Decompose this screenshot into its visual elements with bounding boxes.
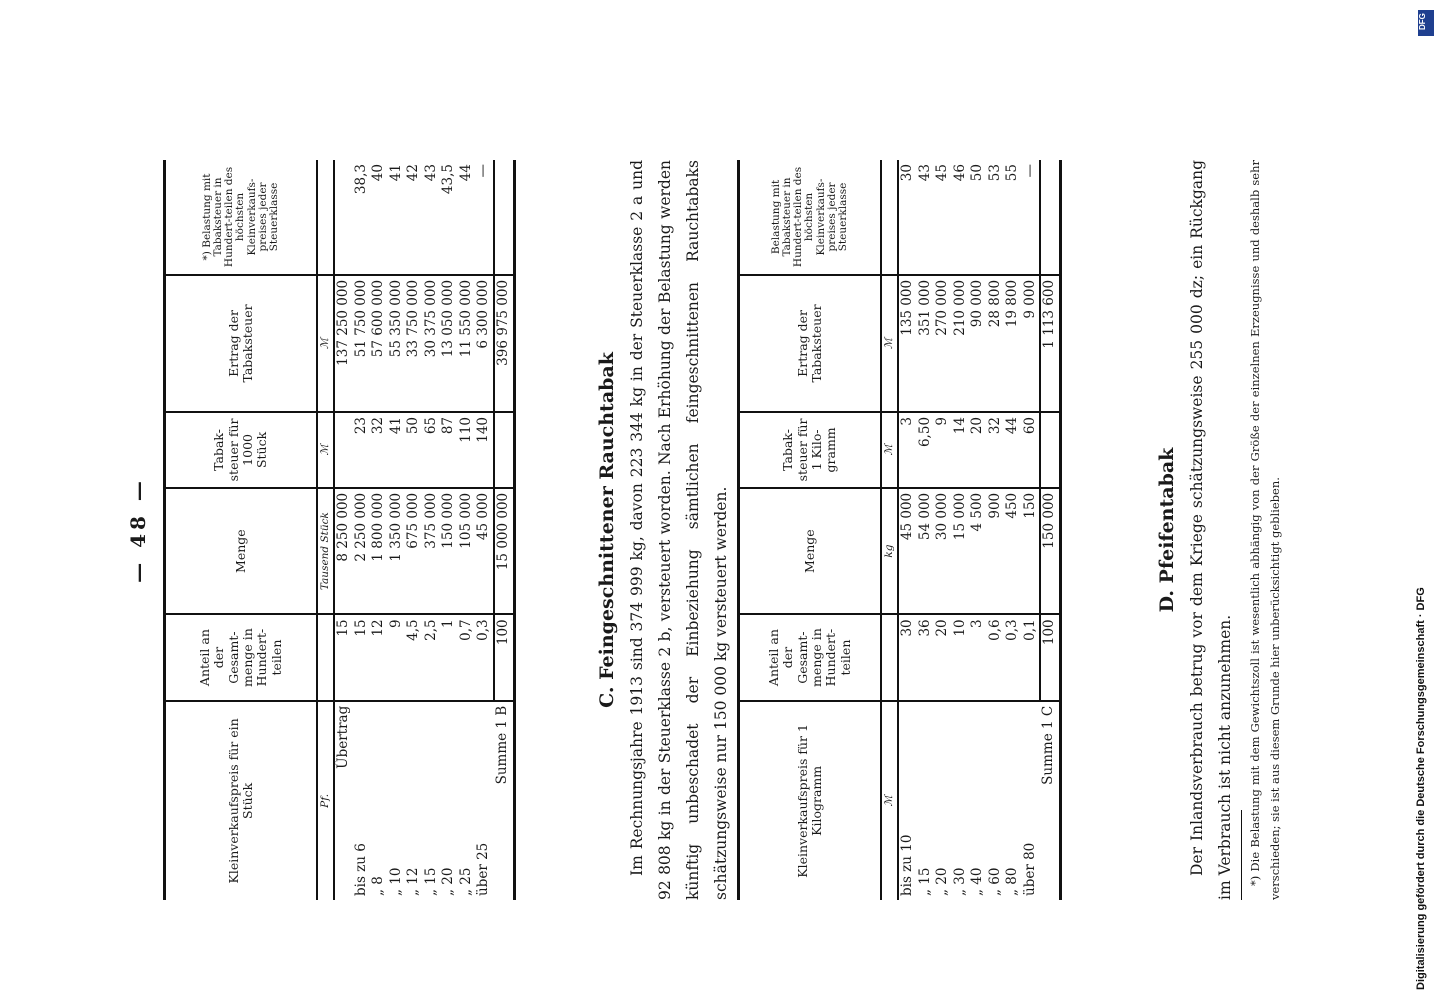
share-cell: 20: [934, 614, 952, 700]
yield-cell: 55 350 000: [388, 275, 406, 412]
quantity-cell: 54 000: [917, 488, 935, 614]
header-price: Kleinverkaufspreis für ein Stück: [165, 701, 318, 900]
share-cell: 100: [494, 614, 514, 700]
tax-cell: 9: [934, 412, 952, 488]
unit-quantity: kg: [881, 488, 898, 614]
price-cell: „ 15: [422, 867, 439, 896]
quantity-cell: 4 500: [969, 488, 987, 614]
burden-cell: 40: [370, 160, 388, 275]
page-number: — 48 —: [126, 477, 150, 583]
tax-cell: 140: [475, 412, 494, 488]
quantity-cell: 15 000 000: [494, 488, 514, 614]
quantity-cell: 1 350 000: [388, 488, 406, 614]
share-cell: 30: [898, 614, 917, 700]
footnote-rule: [1241, 810, 1242, 900]
share-cell: 9: [388, 614, 406, 700]
table-1b-body: [334, 160, 514, 900]
yield-cell: 6 300 000: [475, 275, 494, 412]
share-cell: 2,5: [423, 614, 441, 700]
price-cell: „ 60: [986, 867, 1003, 896]
yield-cell: 33 750 000: [405, 275, 423, 412]
yield-cell: 137 250 000: [334, 275, 353, 412]
burden-cell: 43: [423, 160, 441, 275]
header-quantity: Menge: [165, 488, 318, 614]
unit-tax: ℳ: [317, 412, 334, 488]
quantity-cell: 1 800 000: [370, 488, 388, 614]
share-cell: 3: [969, 614, 987, 700]
yield-cell: 30 375 000: [423, 275, 441, 412]
price-cell: „ 20: [934, 867, 951, 896]
table-row: [458, 160, 476, 900]
table-row: [952, 160, 970, 900]
tax-cell: 41: [388, 412, 406, 488]
price-cell: „ 20: [440, 867, 457, 896]
unit-share: [317, 614, 334, 700]
unit-yield: ℳ: [881, 275, 898, 412]
tax-cell: 32: [987, 412, 1005, 488]
yield-cell: 210 000: [952, 275, 970, 412]
yield-cell: 135 000: [898, 275, 917, 412]
price-cell: bis zu 10: [899, 834, 916, 896]
share-cell: 15: [353, 614, 371, 700]
unit-quantity: Tausend Stück: [317, 488, 334, 614]
yield-cell: 396 975 000: [494, 275, 514, 412]
table-row: [969, 160, 987, 900]
price-cell: „ 80: [1004, 867, 1021, 896]
burden-cell: 43,5: [440, 160, 458, 275]
price-cell: „ 30: [951, 867, 968, 896]
quantity-cell: 675 000: [405, 488, 423, 614]
share-cell: 36: [917, 614, 935, 700]
tax-cell: 50: [405, 412, 423, 488]
share-cell: 15: [334, 614, 353, 700]
tax-cell: 44: [1004, 412, 1022, 488]
tax-cell: [494, 412, 514, 488]
tax-cell: 87: [440, 412, 458, 488]
tax-cell: 20: [969, 412, 987, 488]
price-cell: bis zu 6: [352, 843, 369, 896]
sum-row: [1040, 160, 1060, 900]
unit-yield: ℳ: [317, 275, 334, 412]
unit-share: [881, 614, 898, 700]
burden-cell: [494, 160, 514, 275]
price-cell: über 25: [475, 842, 492, 896]
table-row: [388, 160, 406, 900]
share-cell: 0,6: [987, 614, 1005, 700]
quantity-cell: 2 250 000: [353, 488, 371, 614]
yield-cell: 19 800: [1004, 275, 1022, 412]
section-d-paragraph: Der Inlandsverbrauch betrug vor dem Kriege schätzungsweise 255 000 dz; ein Rückgang im Verbrauch ist nicht anzunehmen.: [1188, 160, 1234, 900]
yield-cell: 90 000: [969, 275, 987, 412]
sum-label: Summe 1 B: [493, 705, 510, 785]
burden-cell: 53: [987, 160, 1005, 275]
unit-tax: ℳ: [881, 412, 898, 488]
burden-cell: 42: [405, 160, 423, 275]
burden-cell: 30: [898, 160, 917, 275]
unit-price: Pf.: [319, 793, 331, 808]
price-cell: über 80: [1021, 842, 1038, 896]
header-share: Anteil an der Gesamt-menge in Hundert-teilen: [739, 614, 882, 700]
burden-cell: —: [475, 160, 494, 275]
table-row: [440, 160, 458, 900]
header-tax: Tabak-steuer für 1000 Stück: [165, 412, 318, 488]
quantity-cell: 45 000: [475, 488, 494, 614]
burden-cell: 55: [1004, 160, 1022, 275]
table-1c-body: [898, 160, 1060, 900]
table-row: [917, 160, 935, 900]
tax-cell: 110: [458, 412, 476, 488]
yield-cell: 11 550 000: [458, 275, 476, 412]
header-burden: Belastung mit Tabaksteuer in Hundert-teilen des höchsten Kleinverkaufs-preises jeder Steuerklasse: [739, 160, 882, 275]
table-row: [898, 160, 917, 900]
footnote: *) Die Belastung mit dem Gewichtszoll ist wesentlich abhängig von der Größe der einzelnen Erzeugnisse und deshalb sehr verschieden; sie ist aus diesem Grunde hier unberücksichtigt geblieben.: [1248, 160, 1282, 900]
tax-cell: 32: [370, 412, 388, 488]
table-row: [370, 160, 388, 900]
price-cell: „ 10: [387, 867, 404, 896]
tax-cell: 23: [353, 412, 371, 488]
burden-cell: 38,3: [353, 160, 371, 275]
quantity-cell: 105 000: [458, 488, 476, 614]
quantity-cell: 375 000: [423, 488, 441, 614]
table-row: [334, 160, 353, 900]
quantity-cell: 15 000: [952, 488, 970, 614]
quantity-cell: 30 000: [934, 488, 952, 614]
tax-cell: 65: [423, 412, 441, 488]
yield-cell: 270 000: [934, 275, 952, 412]
price-cell: „ 25: [457, 867, 474, 896]
yield-cell: 1 113 600: [1040, 275, 1060, 412]
table-row: [475, 160, 494, 900]
burden-cell: [1040, 160, 1060, 275]
yield-cell: 13 050 000: [440, 275, 458, 412]
header-price: Kleinverkaufspreis für 1 Kilogramm: [739, 701, 882, 900]
price-cell: „ 40: [969, 867, 986, 896]
table-1b: [163, 160, 516, 900]
section-d-heading: D. Pfeifentabak: [1156, 447, 1178, 613]
burden-cell: 44: [458, 160, 476, 275]
quantity-cell: 450: [1004, 488, 1022, 614]
table-row: [353, 160, 371, 900]
sum-label: Summe 1 C: [1040, 705, 1057, 785]
yield-cell: 51 750 000: [353, 275, 371, 412]
share-cell: 4,5: [405, 614, 423, 700]
section-c-paragraph: Im Rechnungsjahre 1913 sind 374 999 kg, davon 223 344 kg in der Steuerklasse 2 a und 92 808 kg in der Steuerklasse 2 b, versteuert worden. Nach Erhöhung der Belastung werden künftig unbeschadet der Einbeziehung sämtlichen feingeschnittenen Rauchtabaks schätzungsweise nur 150 000 kg versteuert werden.: [628, 160, 730, 900]
yield-cell: 28 800: [987, 275, 1005, 412]
share-cell: 1: [440, 614, 458, 700]
dfg-logo: DFG: [1418, 10, 1434, 36]
share-cell: 100: [1040, 614, 1060, 700]
table-row: [1004, 160, 1022, 900]
quantity-cell: 150 000: [440, 488, 458, 614]
burden-cell: 46: [952, 160, 970, 275]
price-cell: „ 12: [405, 867, 422, 896]
tax-cell: 6,50: [917, 412, 935, 488]
tax-cell: [334, 412, 353, 488]
price-cell: „ 8: [370, 876, 387, 896]
header-tax: Tabak-steuer für 1 Kilo-gramm: [739, 412, 882, 488]
header-quantity: Menge: [739, 488, 882, 614]
burden-cell: 50: [969, 160, 987, 275]
price-cell: „ 15: [916, 867, 933, 896]
share-cell: 0,1: [1022, 614, 1041, 700]
burden-cell: 41: [388, 160, 406, 275]
tax-cell: 3: [898, 412, 917, 488]
price-cell: Übertrag: [335, 705, 352, 769]
header-share: Anteil an der Gesamt-menge in Hundert-teilen: [165, 614, 318, 700]
share-cell: 0,3: [1004, 614, 1022, 700]
quantity-cell: 8 250 000: [334, 488, 353, 614]
burden-cell: 45: [934, 160, 952, 275]
burden-cell: [334, 160, 353, 275]
header-yield: Ertrag der Tabaksteuer: [165, 275, 318, 412]
table-row: [423, 160, 441, 900]
table-1c: [737, 160, 1062, 900]
digitization-credit: Digitalisierung gefördert durch die Deutsche Forschungsgemeinschaft · DFG: [1415, 587, 1427, 990]
share-cell: 0,7: [458, 614, 476, 700]
header-yield: Ertrag der Tabaksteuer: [739, 275, 882, 412]
quantity-cell: 900: [987, 488, 1005, 614]
section-c-heading: C. Feingeschnittener Rauchtabak: [596, 352, 618, 708]
yield-cell: 57 600 000: [370, 275, 388, 412]
sum-row: [494, 160, 514, 900]
quantity-cell: 150 000: [1040, 488, 1060, 614]
table-row: [405, 160, 423, 900]
burden-cell: 43: [917, 160, 935, 275]
burden-cell: —: [1022, 160, 1041, 275]
tax-cell: [1040, 412, 1060, 488]
tax-cell: 60: [1022, 412, 1041, 488]
header-burden: *) Belastung mit Tabaksteuer in Hundert-teilen des höchsten Kleinverkaufs-preises jeder Steuerklasse: [165, 160, 318, 275]
quantity-cell: 45 000: [898, 488, 917, 614]
unit-burden: [317, 160, 334, 275]
table-row: [934, 160, 952, 900]
table-row: [987, 160, 1005, 900]
yield-cell: 9 000: [1022, 275, 1041, 412]
unit-price: ℳ: [883, 795, 895, 807]
table-row: [1022, 160, 1041, 900]
share-cell: 10: [952, 614, 970, 700]
share-cell: 12: [370, 614, 388, 700]
share-cell: 0,3: [475, 614, 494, 700]
quantity-cell: 150: [1022, 488, 1041, 614]
tax-cell: 14: [952, 412, 970, 488]
rotated-page: [125, 130, 1295, 930]
yield-cell: 351 000: [917, 275, 935, 412]
unit-burden: [881, 160, 898, 275]
